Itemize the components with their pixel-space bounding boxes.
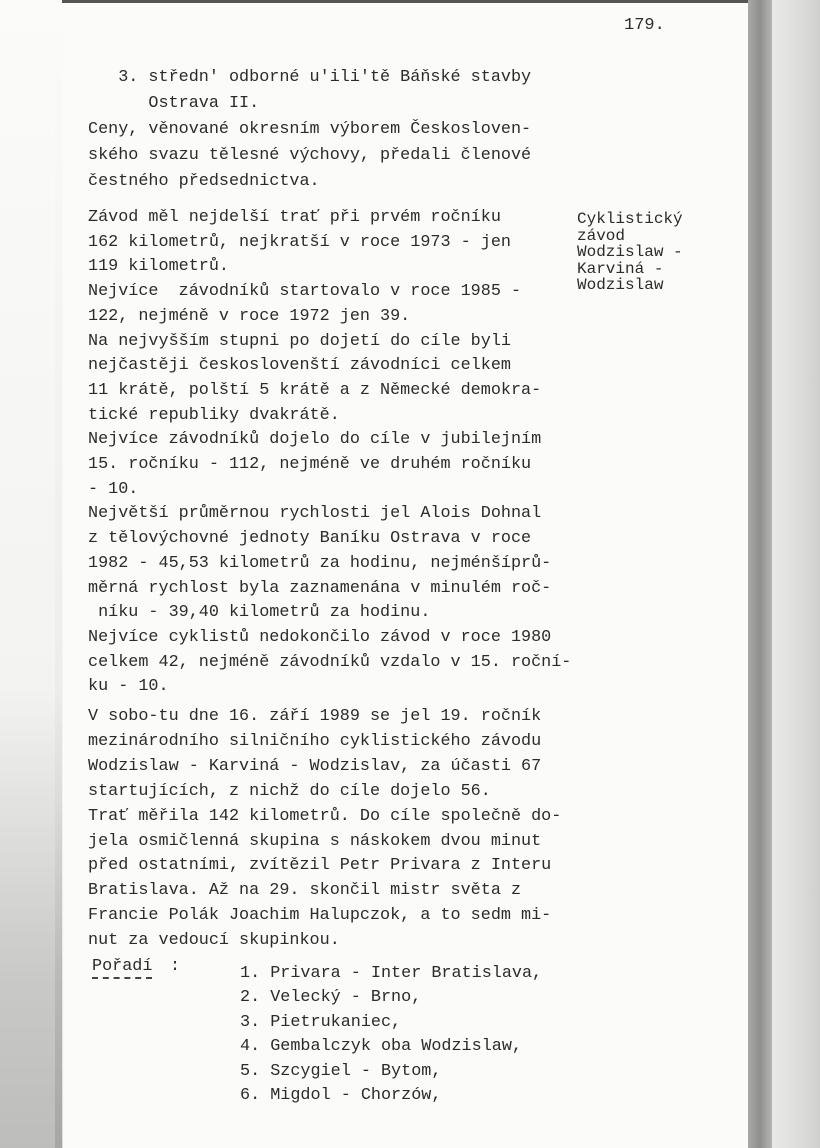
text-line: Nejvíce cyklistů nedokončilo závod v roce 1980 [88,627,552,647]
text-line: ku - 10. [88,677,169,697]
text-line: mezinárodního silničního cyklistického závodu [88,731,542,751]
text-line: 122, nejméně v roce 1972 jen 39. [88,306,411,326]
margin-heading-line: Karviná - [577,259,664,278]
margin-heading [577,211,683,294]
margin-heading-line: Cyklistický [577,210,683,228]
text-line: 162 kilometrů, nejkratší v roce 1973 - jen [88,232,511,252]
text-line: 11 krátě, polští 5 krátě a z Německé demokra- [88,380,542,400]
text-line: Závod měl nejdelší trať při prvém ročníku [88,208,501,227]
text-line: celkem 42, nejméně závodníků vzdalo v 15. roční- [88,652,572,672]
text-line: 119 kilometrů. [88,257,229,277]
text-line: 3. středn' odborné u'ili'tě Báňské stavby [88,68,532,87]
text-line: nejčastěji českoslovenští závodníci celkem [88,356,511,376]
ordering-label: Pořadí [92,957,152,979]
margin-heading-line: závod [577,226,626,245]
text-line: - 10. [88,479,139,499]
scan-top-edge [0,0,820,3]
text-line: měrná rychlost byla zaznamenána v minulém roč- [88,578,552,598]
text-line: tické republiky dvakrátě. [88,405,340,425]
ordering-colon: : [170,957,181,976]
margin-heading-line: Wodzislaw - [577,243,683,261]
text-line: Bratislava. Až na 29. skončil mistr světa z [88,881,522,901]
text-line: Nejvíce závodníků dojelo do cíle v jubilejním [88,430,542,450]
text-line: čestného předsednictva. [88,172,320,191]
text-line: startujících, z nichž do cíle dojelo 56. [88,781,491,801]
book-gutter-shadow [748,0,772,1148]
result-item: 6. Migdol - Chorzów, [240,1086,442,1106]
margin-heading-line: Wodzislaw [577,276,664,294]
book-gutter-edge [772,0,820,1148]
text-line: Nejvíce závodníků startovalo v roce 1985 - [88,282,522,302]
text-line: níku - 39,40 kilometrů za hodinu. [88,603,431,623]
results-list [240,962,542,1108]
race-report-paragraph [88,705,561,954]
text-line: Ceny, věnované okresním výborem Českosloven- [88,120,532,139]
text-line: Na nejvyšším stupni po dojetí do cíle byli [88,331,511,351]
text-line: Trať měřila 142 kilometrů. Do cíle společně do- [88,806,562,826]
result-item: 3. Pietrukaniec, [240,1012,402,1032]
text-line: jela osmičlenná skupina s náskokem dvou minut [88,831,542,851]
text-line: 15. ročníku - 112, nejméně ve druhém ročníku [88,455,532,475]
text-line: ského svazu tělesné výchovy, předali členové [88,146,532,165]
result-item: 4. Gembalczyk oba Wodzislaw, [240,1037,522,1057]
result-item: 5. Szcygiel - Bytom, [240,1061,442,1081]
text-line: Wodzislaw - Karviná - Wodzislav, za účasti 67 [88,756,542,776]
page-number: 179. [624,16,665,35]
text-line: V sobo-tu dne 16. září 1989 se jel 19. ročník [88,707,542,726]
scan-left-margin-shadow [0,0,62,1148]
text-line: Největší průměrnou rychlosti jel Alois Dohnal [88,504,542,524]
result-item: 2. Velecký - Brno, [240,988,422,1008]
text-line: Francie Polák Joachim Halupczok, a to sedm mi- [88,906,552,926]
text-line: z tělovýchovné jednoty Baníku Ostrava v roce [88,529,532,549]
text-line: nut za vedoucí skupinkou. [88,931,340,951]
text-line: Ostrava II. [88,94,260,113]
statistics-paragraph [88,206,571,700]
text-line: před ostatními, zvítězil Petr Privara z Interu [88,856,552,876]
intro-paragraph [88,65,531,195]
result-item: 1. Privara - Inter Bratislava, [240,964,543,983]
scan-left-edge [55,0,63,1148]
text-line: 1982 - 45,53 kilometrů za hodinu, nejménšíprů- [88,553,552,573]
